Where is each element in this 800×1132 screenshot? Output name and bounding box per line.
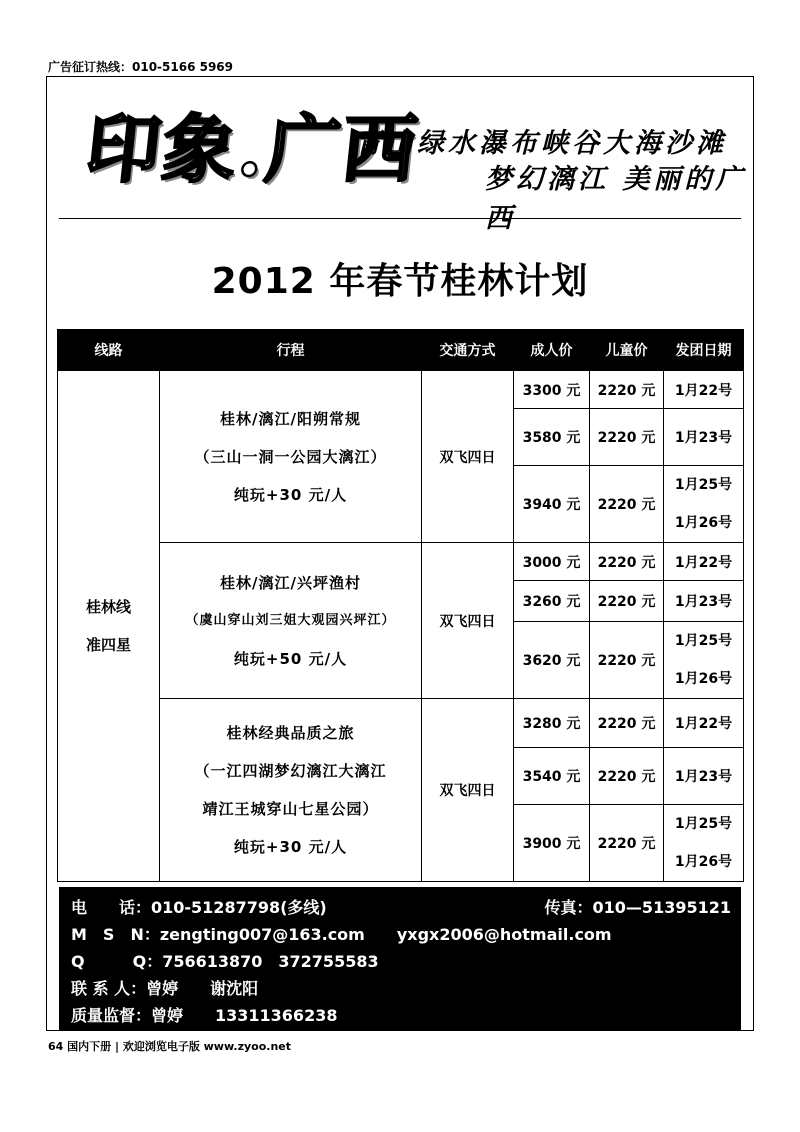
itinerary-line: 纯玩+30 元/人 xyxy=(233,838,348,856)
slogan-line-1: 青山绿水瀑布峡谷大海沙滩 xyxy=(355,128,727,159)
transport-cell: 双飞四日 xyxy=(422,543,514,699)
itinerary-line: 纯玩+30 元/人 xyxy=(233,485,348,504)
ad-hotline: 广告征订热线：010-5166 5969 xyxy=(48,60,234,74)
itinerary-cell xyxy=(160,543,422,699)
itinerary-cell xyxy=(160,699,422,882)
header-cell: 儿童价 xyxy=(590,330,664,371)
table-row xyxy=(58,699,744,748)
departure-date: 1月26号 xyxy=(674,671,733,687)
header-cell: 发团日期 xyxy=(664,330,744,371)
contact-quality: 质量监督：曾婷 13311366238 xyxy=(71,1006,338,1025)
header-cell: 成人价 xyxy=(514,330,590,371)
contact-panel xyxy=(59,887,741,1031)
child-price: 2220 元 xyxy=(590,371,664,409)
departure-date: 1月22号 xyxy=(664,543,744,581)
departure-date: 1月25号 xyxy=(674,477,733,493)
itinerary-line: （虞山穿山刘三姐大观园兴坪江） xyxy=(185,612,396,628)
adult-price: 3280 元 xyxy=(514,699,590,748)
header-cell: 线路 xyxy=(58,330,160,371)
itinerary-line: 桂林/漓江/兴坪渔村 xyxy=(220,573,361,592)
departure-date-cell xyxy=(664,466,744,543)
departure-date: 1月25号 xyxy=(674,816,733,832)
contact-msn: M S N：zengting007@163.com yxgx2006@hotmail.com xyxy=(71,925,612,944)
transport-cell: 双飞四日 xyxy=(422,371,514,543)
departure-date: 1月26号 xyxy=(674,515,733,531)
contact-phone: 电 话：010-51287798(多线) xyxy=(71,898,327,917)
route-grade: 准四星 xyxy=(85,636,131,654)
route-name: 桂林线 xyxy=(85,598,131,616)
departure-date: 1月23号 xyxy=(664,748,744,805)
itinerary-line: （一江四湖梦幻漓江大漓江 xyxy=(194,762,387,780)
contact-qq: Q Q：756613870 372755583 xyxy=(71,952,379,971)
departure-date-cell xyxy=(664,805,744,882)
adult-price: 3580 元 xyxy=(514,409,590,466)
itinerary-line: 桂林/漓江/阳朔常规 xyxy=(220,409,361,428)
tour-plan-table xyxy=(57,329,744,882)
adult-price: 3300 元 xyxy=(514,371,590,409)
child-price: 2220 元 xyxy=(590,409,664,466)
contact-person: 联 系 人：曾婷 谢沈阳 xyxy=(71,979,259,998)
itinerary-line: 桂林经典品质之旅 xyxy=(226,724,355,742)
adult-price: 3540 元 xyxy=(514,748,590,805)
itinerary-cell xyxy=(160,371,422,543)
child-price: 2220 元 xyxy=(590,543,664,581)
transport-cell: 双飞四日 xyxy=(422,699,514,882)
departure-date: 1月23号 xyxy=(664,409,744,466)
itinerary-line: （三山一洞一公园大漓江） xyxy=(194,447,387,466)
departure-date: 1月22号 xyxy=(664,699,744,748)
header-banner xyxy=(47,77,753,234)
page-title: 2012 年春节桂林计划 xyxy=(211,261,589,302)
departure-date: 1月23号 xyxy=(664,581,744,622)
contact-fax: 传真：010—51395121 xyxy=(544,898,731,917)
adult-price: 3000 元 xyxy=(514,543,590,581)
header-cell: 行程 xyxy=(160,330,422,371)
departure-date: 1月25号 xyxy=(674,633,733,649)
adult-price: 3260 元 xyxy=(514,581,590,622)
adult-price: 3620 元 xyxy=(514,622,590,699)
child-price: 2220 元 xyxy=(590,622,664,699)
header-cell: 交通方式 xyxy=(422,330,514,371)
page-frame xyxy=(46,76,754,1031)
adult-price: 3940 元 xyxy=(514,466,590,543)
route-cell xyxy=(58,371,160,882)
departure-date: 1月22号 xyxy=(664,371,744,409)
departure-date: 1月26号 xyxy=(674,854,733,870)
page-footer: 64 国内下册 | 欢迎浏览电子版 www.zyoo.net xyxy=(48,1040,292,1053)
header-divider xyxy=(59,218,741,219)
table-header-row xyxy=(58,330,744,371)
child-price: 2220 元 xyxy=(590,699,664,748)
table-row xyxy=(58,543,744,581)
itinerary-line: 纯玩+50 元/人 xyxy=(233,649,348,668)
child-price: 2220 元 xyxy=(590,466,664,543)
child-price: 2220 元 xyxy=(590,748,664,805)
child-price: 2220 元 xyxy=(590,581,664,622)
child-price: 2220 元 xyxy=(590,805,664,882)
departure-date-cell xyxy=(664,622,744,699)
table-row xyxy=(58,371,744,409)
itinerary-line: 靖江王城穿山七星公园） xyxy=(202,800,379,818)
logo-text: 印象.广西 xyxy=(81,107,423,193)
adult-price: 3900 元 xyxy=(514,805,590,882)
slogan-line-2: 梦幻漓江 美丽的广西 xyxy=(485,164,747,234)
